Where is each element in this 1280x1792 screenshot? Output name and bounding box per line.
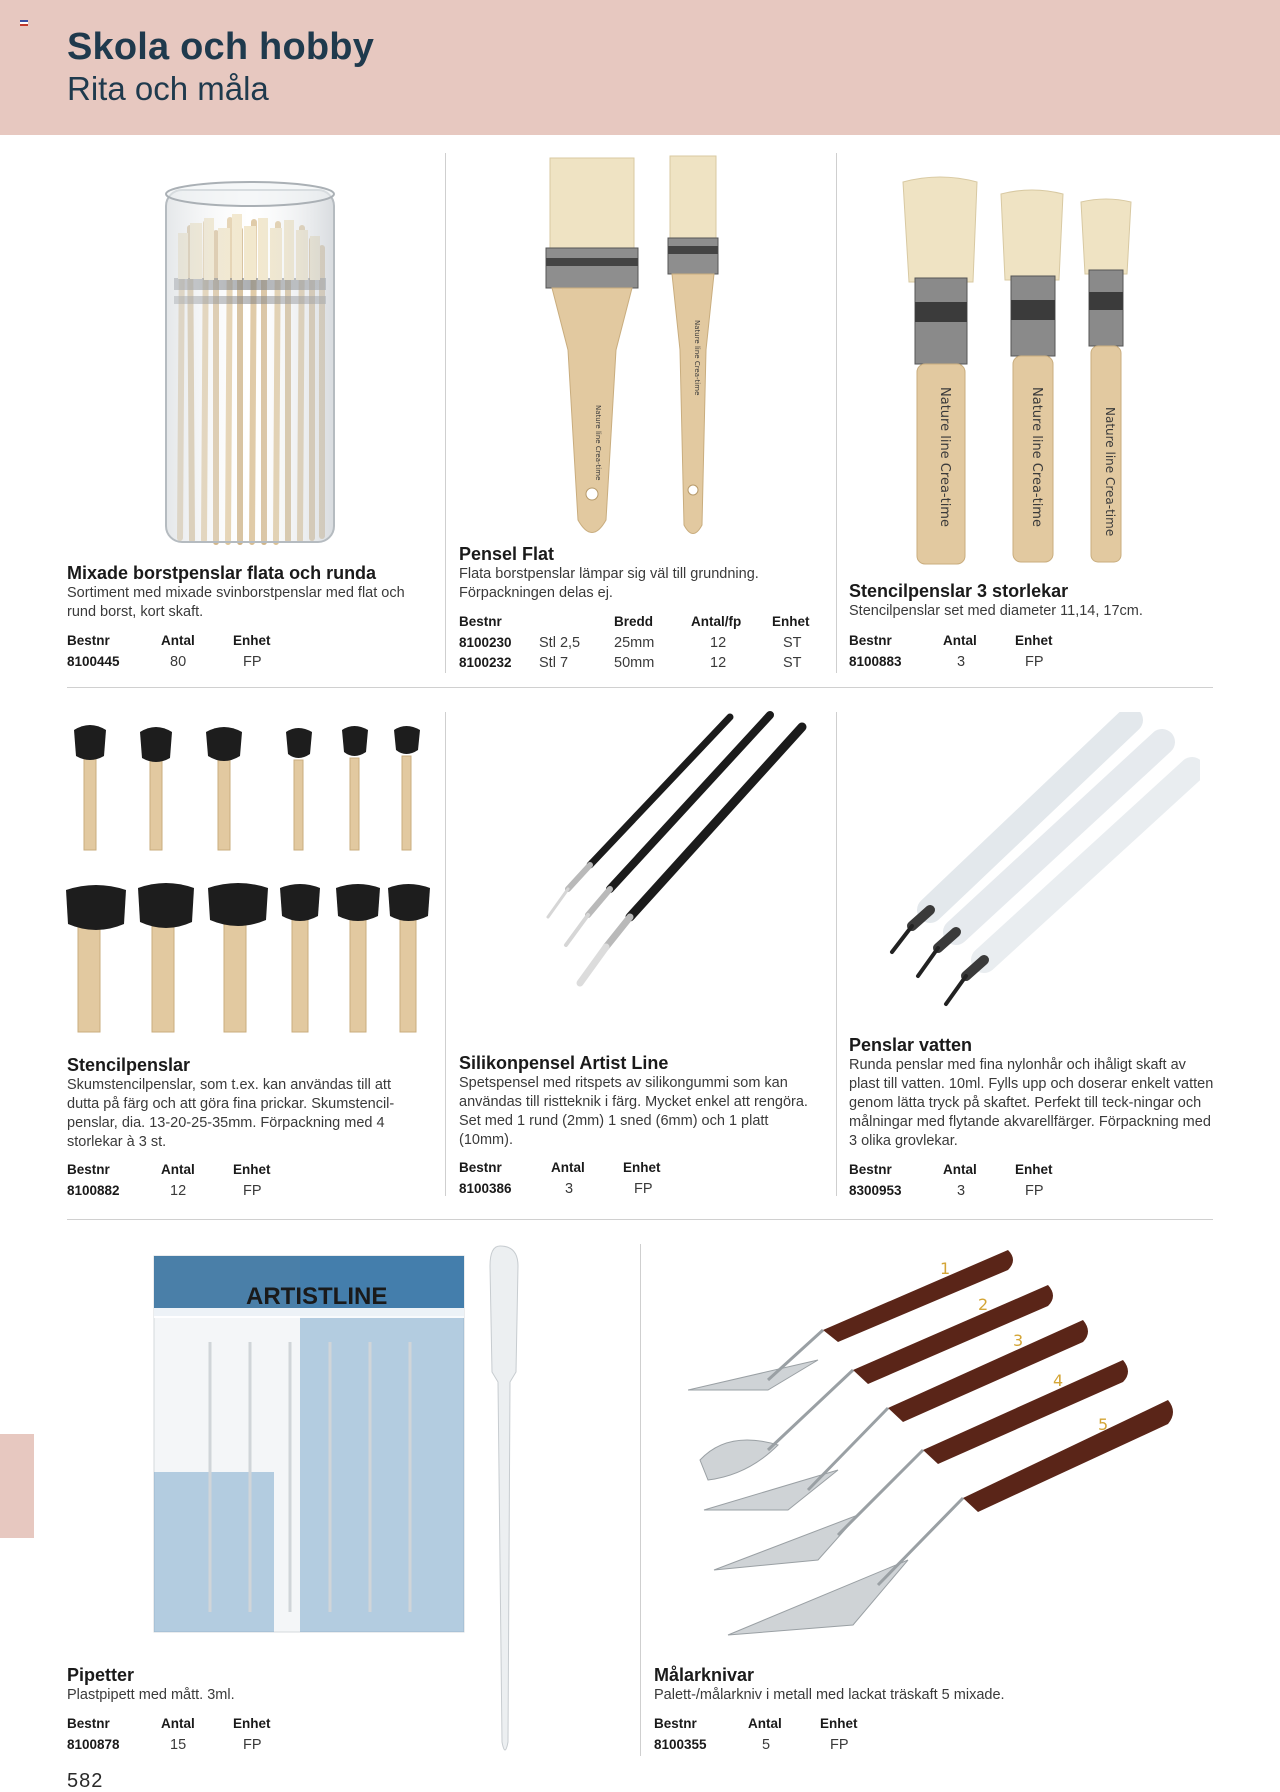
page-number: 582 — [67, 1770, 104, 1792]
brush-label: Nature line Crea-time — [594, 405, 602, 481]
product-description: Stencilpenslar set med diameter 11,14, 17cm. — [849, 603, 1143, 619]
spec-cell: 8100386 — [459, 1181, 512, 1196]
product-description: Skumstencilpenslar, som t.ex. kan användas till att dutta på färg och att göra fina prickar. Skumstencil-penslar, dia. 13-20-25-35mm. Förpackning med 4 storlekar à 3 st. — [67, 1077, 395, 1150]
spec-cell: 12 — [710, 635, 727, 651]
product-image-mixed-brushes — [160, 178, 340, 548]
spec-header: Enhet — [233, 1716, 271, 1731]
spec-cell: 25mm — [614, 635, 655, 651]
product-pipettes — [67, 1664, 427, 1705]
product-title: Penslar vatten — [849, 1035, 973, 1055]
product-spec-table — [67, 1716, 427, 1756]
spec-header: Bestnr — [849, 633, 892, 648]
product-title: Målarknivar — [654, 1665, 755, 1685]
spec-header: Enhet — [1015, 633, 1053, 648]
spec-cell: ST — [783, 655, 802, 671]
page-title: Skola och hobby — [67, 26, 375, 68]
spec-cell: FP — [243, 654, 262, 670]
brush-label: Nature line Crea-time — [693, 320, 701, 396]
spec-cell: ST — [783, 635, 802, 651]
spec-header: Enhet — [1015, 1162, 1053, 1177]
spec-cell: 12 — [710, 655, 727, 671]
product-palette-knives — [654, 1664, 1074, 1705]
product-title: Stencilpenslar 3 storlekar — [849, 581, 1069, 601]
spec-cell: 15 — [170, 1737, 187, 1753]
product-spec-table — [67, 1162, 427, 1202]
product-spec-table — [459, 614, 829, 674]
spec-cell: FP — [1025, 654, 1044, 670]
knife-number: 1 — [940, 1259, 951, 1278]
page-subtitle: Rita och måla — [67, 70, 269, 107]
spec-cell: 50mm — [614, 655, 655, 671]
spec-cell: FP — [830, 1737, 849, 1753]
product-silicone-brush — [459, 1052, 824, 1150]
product-description: Runda penslar med fina nylonhår och ihåligt skaft av plast till vatten. 10ml. Fylls upp och doserar enkelt vatten genom lätta tryck på skaftet. Perfekt till teck-ningar och målningar med flytande akvarellfärger. Förpackning med 3 olika grovlekar. — [849, 1057, 1214, 1149]
spec-cell: 8100445 — [67, 654, 120, 669]
spec-header: Antal — [551, 1160, 585, 1175]
product-spec-table — [67, 633, 427, 673]
spec-header: Bestnr — [849, 1162, 892, 1177]
product-image-water-brushes — [870, 712, 1200, 1012]
spec-cell: 8100355 — [654, 1737, 707, 1752]
spec-header: Antal — [943, 633, 977, 648]
product-description: Palett-/målarkniv i metall med lackat träskaft 5 mixade. — [654, 1687, 1005, 1703]
spec-cell: 12 — [170, 1183, 187, 1199]
product-mixed-brushes — [67, 562, 427, 622]
brush-label: Nature line Crea-time — [1103, 407, 1117, 537]
spec-header: Antal — [161, 1716, 195, 1731]
brush-label: Nature line Crea-time — [937, 387, 952, 527]
row-divider — [67, 1219, 1213, 1220]
spec-header: Bestnr — [67, 633, 110, 648]
product-image-foam-brushes — [66, 720, 432, 1035]
spec-header: Bestnr — [654, 1716, 697, 1731]
spec-header: Enhet — [820, 1716, 858, 1731]
product-description: Sortiment med mixade svinborstpenslar med flat och rund borst, kort skaft. — [67, 585, 405, 620]
spec-cell: FP — [634, 1181, 653, 1197]
spec-header: Antal/fp — [691, 614, 742, 629]
spec-cell: 3 — [957, 1183, 966, 1199]
spec-header: Bestnr — [67, 1716, 110, 1731]
spec-cell: 8100878 — [67, 1737, 120, 1752]
spec-cell: FP — [1025, 1183, 1044, 1199]
spec-header: Antal — [161, 633, 195, 648]
product-title: Pensel Flat — [459, 544, 555, 564]
product-image-silicone-brushes — [510, 705, 810, 1025]
column-divider — [445, 153, 446, 673]
spec-cell: 8300953 — [849, 1183, 902, 1198]
spec-cell: Stl 7 — [539, 655, 569, 671]
spec-cell: 5 — [762, 1737, 771, 1753]
flag-icon — [20, 20, 28, 26]
knife-number: 3 — [1013, 1331, 1024, 1350]
spec-header: Bestnr — [459, 614, 502, 629]
row-divider — [67, 687, 1213, 688]
page-header — [0, 0, 1280, 135]
product-water-brushes — [849, 1034, 1219, 1151]
spec-cell: 8100230 — [459, 635, 512, 650]
spec-header: Enhet — [772, 614, 810, 629]
spec-header: Bestnr — [67, 1162, 110, 1177]
spec-header: Bestnr — [459, 1160, 502, 1175]
product-spec-table — [654, 1716, 1014, 1756]
spec-header: Enhet — [233, 633, 271, 648]
product-spec-table — [459, 1160, 819, 1200]
product-foam-stencil-brushes — [67, 1054, 427, 1152]
product-title: Stencilpenslar — [67, 1055, 191, 1075]
spec-cell: 80 — [170, 654, 187, 670]
spec-header: Enhet — [233, 1162, 271, 1177]
column-divider — [640, 1244, 641, 1756]
spec-header: Antal — [748, 1716, 782, 1731]
spec-cell: 8100883 — [849, 654, 902, 669]
side-tab-marker — [0, 1434, 34, 1538]
product-image-palette-knives — [688, 1240, 1188, 1640]
spec-cell: FP — [243, 1737, 262, 1753]
column-divider — [836, 712, 837, 1196]
spec-header: Antal — [161, 1162, 195, 1177]
spec-header: Bredd — [614, 614, 654, 629]
product-description: Plastpipett med mått. 3ml. — [67, 1687, 235, 1703]
spec-cell: 8100882 — [67, 1183, 120, 1198]
product-description: Flata borstpenslar lämpar sig väl till grundning. Förpackningen delas ej. — [459, 566, 759, 601]
package-brand-text: ARTISTLINE — [246, 1283, 388, 1310]
product-spec-table — [849, 633, 1209, 673]
product-description: Spetspensel med ritspets av silikongummi som kan användas till ristteknik i färg. Mycket enkel att rengöra. Set med 1 rund (2mm) 1 sned (6mm) och 1 platt (10mm). — [459, 1075, 808, 1148]
spec-cell: Stl 2,5 — [539, 635, 581, 651]
column-divider — [445, 712, 446, 1196]
product-image-stencil-brushes-3 — [895, 172, 1145, 572]
product-title: Pipetter — [67, 1665, 135, 1685]
spec-cell: 3 — [565, 1181, 574, 1197]
spec-cell: FP — [243, 1183, 262, 1199]
product-title: Mixade borstpenslar flata och runda — [67, 563, 377, 583]
spec-header: Enhet — [623, 1160, 661, 1175]
knife-number: 5 — [1098, 1415, 1109, 1434]
spec-header: Antal — [943, 1162, 977, 1177]
product-title: Silikonpensel Artist Line — [459, 1053, 669, 1073]
spec-cell: 3 — [957, 654, 966, 670]
product-image-flat-brushes — [540, 150, 730, 542]
product-flat-brush — [459, 543, 819, 603]
column-divider — [836, 153, 837, 673]
spec-cell: 8100232 — [459, 655, 512, 670]
product-spec-table — [849, 1162, 1209, 1202]
brush-label: Nature line Crea-time — [1029, 387, 1044, 527]
product-stencil-brushes-3 — [849, 580, 1219, 621]
knife-number: 2 — [978, 1295, 989, 1314]
knife-number: 4 — [1053, 1371, 1064, 1390]
